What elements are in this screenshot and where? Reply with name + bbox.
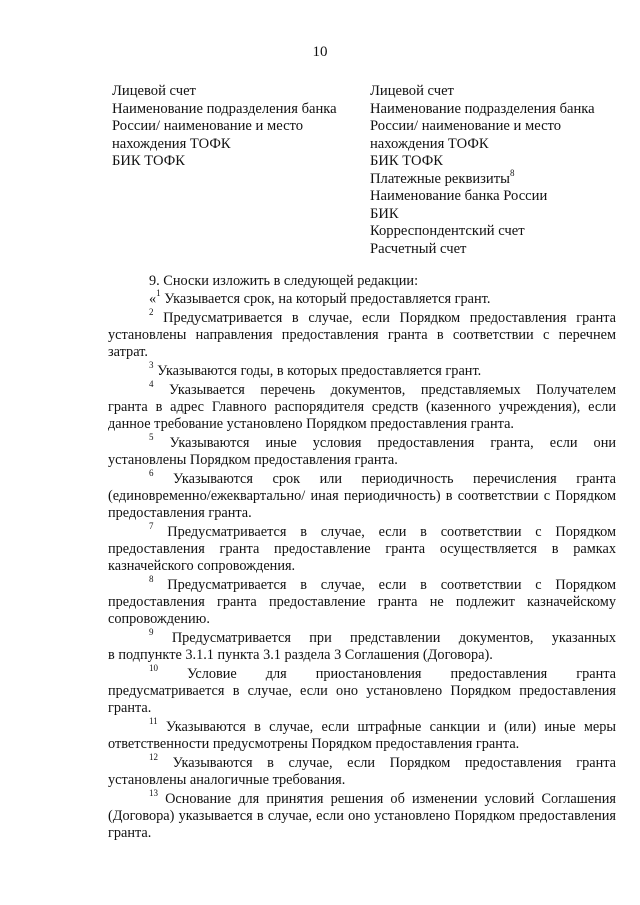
- footnote-number: 12: [149, 752, 158, 763]
- requisite-line: России/ наименование и место: [370, 118, 562, 134]
- footnote-text: Предусматривается в случае, если в соответствии с Порядком: [153, 576, 616, 593]
- footnote-4: [108, 378, 616, 434]
- footnote-number: 3: [149, 360, 154, 371]
- payment-details-label: Платежные реквизиты: [370, 170, 510, 187]
- left-requisites-column: [112, 83, 337, 171]
- footnote-first-line: [108, 467, 616, 488]
- footnote-3: [108, 360, 616, 380]
- footnote-first-line: [108, 627, 616, 647]
- requisite-line: нахождения ТОФК: [370, 135, 489, 152]
- footnote-first-line: [108, 432, 616, 452]
- requisite-line: Наименование подразделения банка: [370, 100, 595, 117]
- footnote-text: Предусматривается в случае, если Порядком предоставления гранта: [153, 309, 616, 326]
- section-heading: 9. Сноски изложить в следующей редакции:: [149, 273, 419, 289]
- footnote-number: 5: [149, 432, 154, 443]
- footnote-continuation: (единовременно/ежеквартально/ иная периодичность) в соответствии с Порядком предоставления гранта.: [108, 487, 616, 522]
- requisite-line: Наименование подразделения банка: [112, 100, 337, 117]
- requisite-line: БИК: [370, 205, 399, 222]
- footnote-11: [108, 716, 616, 753]
- footnote-continuation: ответственности предусмотрены Порядком предоставления гранта.: [108, 736, 520, 753]
- footnote-continuation: предоставления гранта предоставление гранта осуществляется в рамках казначейского сопровождения.: [108, 541, 616, 575]
- requisite-line: Корреспондентский счет: [370, 223, 525, 239]
- footnote-text: Указывается перечень документов, представляемых Получателем: [153, 381, 616, 398]
- footnote-first-line: [108, 521, 616, 541]
- footnote-number: 2: [149, 307, 154, 318]
- footnote-first-line: [108, 663, 616, 683]
- footnote-number: 7: [149, 521, 154, 532]
- footnote-continuation: предусматривается в случае, если оно установлено Порядком предоставления гранта.: [108, 683, 616, 717]
- footnote-2: [108, 307, 616, 362]
- requisite-line: БИК ТОФК: [370, 153, 444, 169]
- footnote-text: Указываются в случае, если Порядком предоставления гранта: [158, 754, 616, 771]
- footnote-text: Условие для приостановления предоставления гранта: [158, 665, 616, 682]
- footnote-continuation: (Договора) указывается в случае, если оно установлено Порядком предоставления гранта.: [108, 808, 616, 842]
- footnote-first-line: [108, 378, 616, 399]
- footnote-first-line: [108, 716, 616, 736]
- footnote-7: [108, 521, 616, 576]
- requisite-line: Лицевой счет: [112, 83, 196, 99]
- payment-details-line: [370, 167, 595, 189]
- requisite-line: Наименование банка России: [370, 188, 548, 204]
- requisite-line: Расчетный счет: [370, 240, 467, 257]
- footnote-5: [108, 432, 616, 469]
- footnote-number: 9: [149, 627, 154, 638]
- footnote-text: Указываются срок или периодичность перечисления гранта: [153, 470, 616, 487]
- requisite-line: Лицевой счет: [370, 83, 454, 99]
- footnote-text: Указывается срок, на который предоставляется грант.: [160, 291, 491, 308]
- footnote-continuation: гранта в адрес Главного распорядителя средств (казенного учреждения), если данное требование установлено Порядком предоставления гранта.: [108, 398, 616, 433]
- footnote-continuation: в подпункте 3.1.1 пункта 3.1 раздела 3 Соглашения (Договора).: [108, 647, 493, 664]
- footnote-9: [108, 627, 616, 664]
- footnotes-section: [108, 273, 616, 844]
- right-requisites-column: [370, 83, 595, 258]
- footnote-ref: 8: [509, 167, 515, 178]
- footnote-text: Предусматривается при представлении документов, указанных: [153, 630, 616, 647]
- footnote-text: Указываются в случае, если штрафные санкции и (или) иные меры: [157, 719, 616, 736]
- footnote-continuation: установлены направления предоставления гранта в соответствии с перечнем затрат.: [108, 327, 616, 361]
- page-number: 10: [312, 44, 328, 60]
- footnote-first-line: [108, 307, 616, 327]
- footnote-continuation: установлены Порядком предоставления гранта.: [108, 452, 398, 469]
- footnote-10: [108, 663, 616, 718]
- footnote-text: Указываются иные условия предоставления гранта, если они: [153, 434, 616, 451]
- footnote-number: 13: [149, 788, 158, 799]
- requisite-line: России/ наименование и место: [112, 118, 304, 134]
- footnote-text: Указываются годы, в которых предоставляется грант.: [153, 363, 482, 380]
- footnote-first-line: [108, 752, 616, 772]
- footnote-12: [108, 752, 616, 789]
- footnote-first-line: [108, 360, 616, 380]
- footnote-1: [108, 288, 616, 308]
- footnote-first-line: [108, 788, 616, 808]
- footnote-8: [108, 574, 616, 629]
- footnote-number: 1: [156, 288, 161, 299]
- footnote-number: 10: [149, 663, 158, 674]
- footnote-first-line: [108, 288, 616, 308]
- footnote-number: 8: [149, 574, 154, 585]
- footnote-13: [108, 788, 616, 843]
- footnote-number: 4: [149, 378, 154, 389]
- footnote-list: [108, 288, 616, 842]
- footnote-number: 6: [149, 467, 154, 478]
- footnote-first-line: [108, 574, 616, 594]
- footnote-continuation: установлены аналогичные требования.: [108, 772, 346, 789]
- footnote-text: Предусматривается в случае, если в соответствии с Порядком: [153, 523, 616, 540]
- footnote-continuation: предоставления гранта предоставление гранта не подлежит казначейскому сопровождению.: [108, 594, 616, 628]
- footnote-6: [108, 467, 616, 523]
- footnote-number: 11: [149, 716, 158, 727]
- opening-quote: «: [149, 291, 157, 308]
- requisite-line: нахождения ТОФК: [112, 135, 231, 152]
- requisite-line: БИК ТОФК: [112, 153, 186, 169]
- footnote-text: Основание для принятия решения об изменении условий Соглашения: [158, 790, 616, 807]
